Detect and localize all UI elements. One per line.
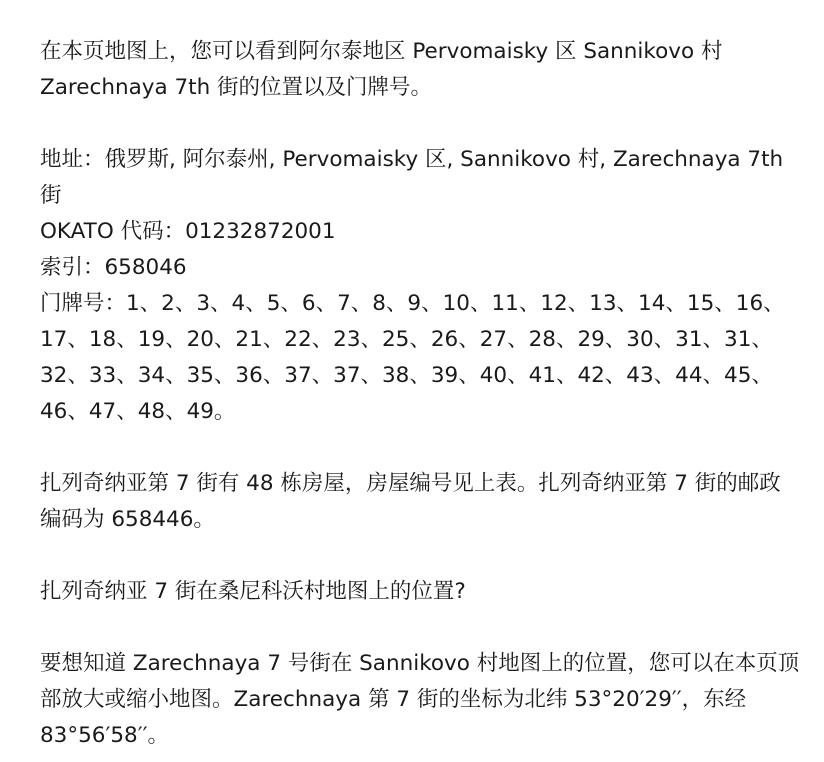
location-answer-paragraph: 要想知道 Zarechnaya 7 号街在 Sannikovo 村地图上的位置，您可以在本页顶部放大或缩小地图。Zarechnaya 第 7 街的坐标为北纬 53°20′29′′，东经 83°56′58′′。 bbox=[40, 651, 800, 748]
location-question: 扎列奇纳亚 7 街在桑尼科沃村地图上的位置? bbox=[40, 579, 466, 604]
house-numbers-line: 门牌号：1、2、3、4、5、6、7、8、9、10、11、12、13、14、15、16、17、18、19、20、21、22、23、25、26、27、28、29、30、31、31、32、33、34、35、36、37、37、38、39、40、41、42、43、44、45、46、47、48、49。 bbox=[40, 291, 785, 424]
houses-count-paragraph: 扎列奇纳亚第 7 街有 48 栋房屋，房屋编号见上表。扎列奇纳亚第 7 街的邮政编码为 658446。 bbox=[40, 471, 781, 532]
intro-paragraph: 在本页地图上，您可以看到阿尔泰地区 Pervomaisky 区 Sannikovo 村 Zarechnaya 7th 街的位置以及门牌号。 bbox=[40, 39, 723, 100]
postal-index-line: 索引：658046 bbox=[40, 255, 187, 280]
okato-code-line: OKATO 代码：01232872001 bbox=[40, 219, 336, 244]
address-line: 地址：俄罗斯, 阿尔泰州, Pervomaisky 区, Sannikovo 村, Zarechnaya 7th 街 bbox=[40, 147, 784, 208]
address-info-block bbox=[40, 142, 800, 430]
